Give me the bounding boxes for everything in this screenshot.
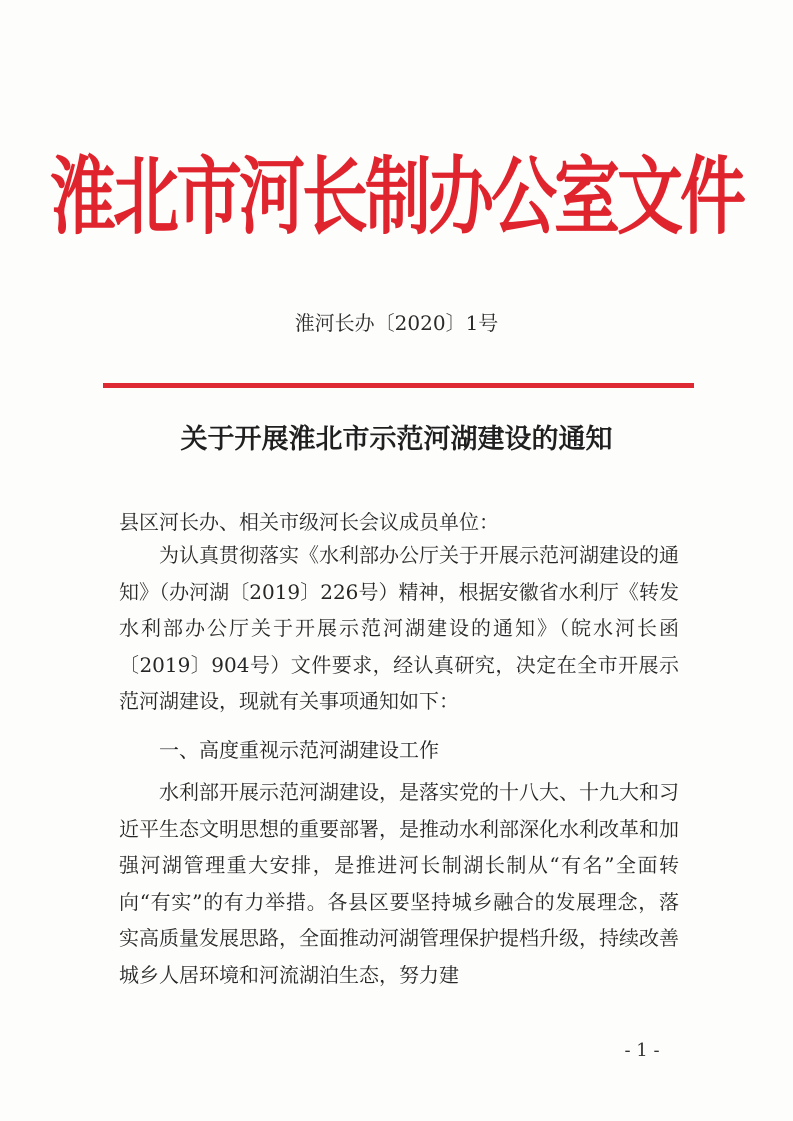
paragraph-intro: 为认真贯彻落实《水利部办公厅关于开展示范河湖建设的通知》（办河湖〔2019〕226号）精神，根据安徽省水利厅《转发水利部办公厅关于开展示范河湖建设的通知》（皖水河长函〔2019〕904号）文件要求，经认真研究，决定在全市开展示范河湖建设，现就有关事项通知如下： — [119, 543, 679, 713]
document-subject: 关于开展淮北市示范河湖建设的通知 — [180, 424, 613, 455]
red-separator-line — [103, 383, 694, 388]
addressee-line: 县区河长办、相关市级河长会议成员单位： — [119, 510, 499, 534]
page-number: - 1 - — [624, 1040, 660, 1061]
issuer-title: 淮北市河长制办公室文件 — [50, 147, 743, 247]
paragraph-section-1: 水利部开展示范河湖建设，是落实党的十八大、十九大和习近平生态文明思想的重要部署，是推动水利部深化水利改革和加强河湖管理重大安排，是推进河长制湖长制从“有名”全面转向“有实”的有力举措。各县区要坚持城乡融合的发展理念，落实高质量发展思路，全面推动河湖管理保护提档升级，持续改善城乡人居环境和河流湖泊生态，努力建 — [119, 780, 679, 987]
document-number: 淮河长办〔2020〕1号 — [294, 311, 499, 335]
section-heading-1: 一、高度重视示范河湖建设工作 — [159, 738, 439, 762]
